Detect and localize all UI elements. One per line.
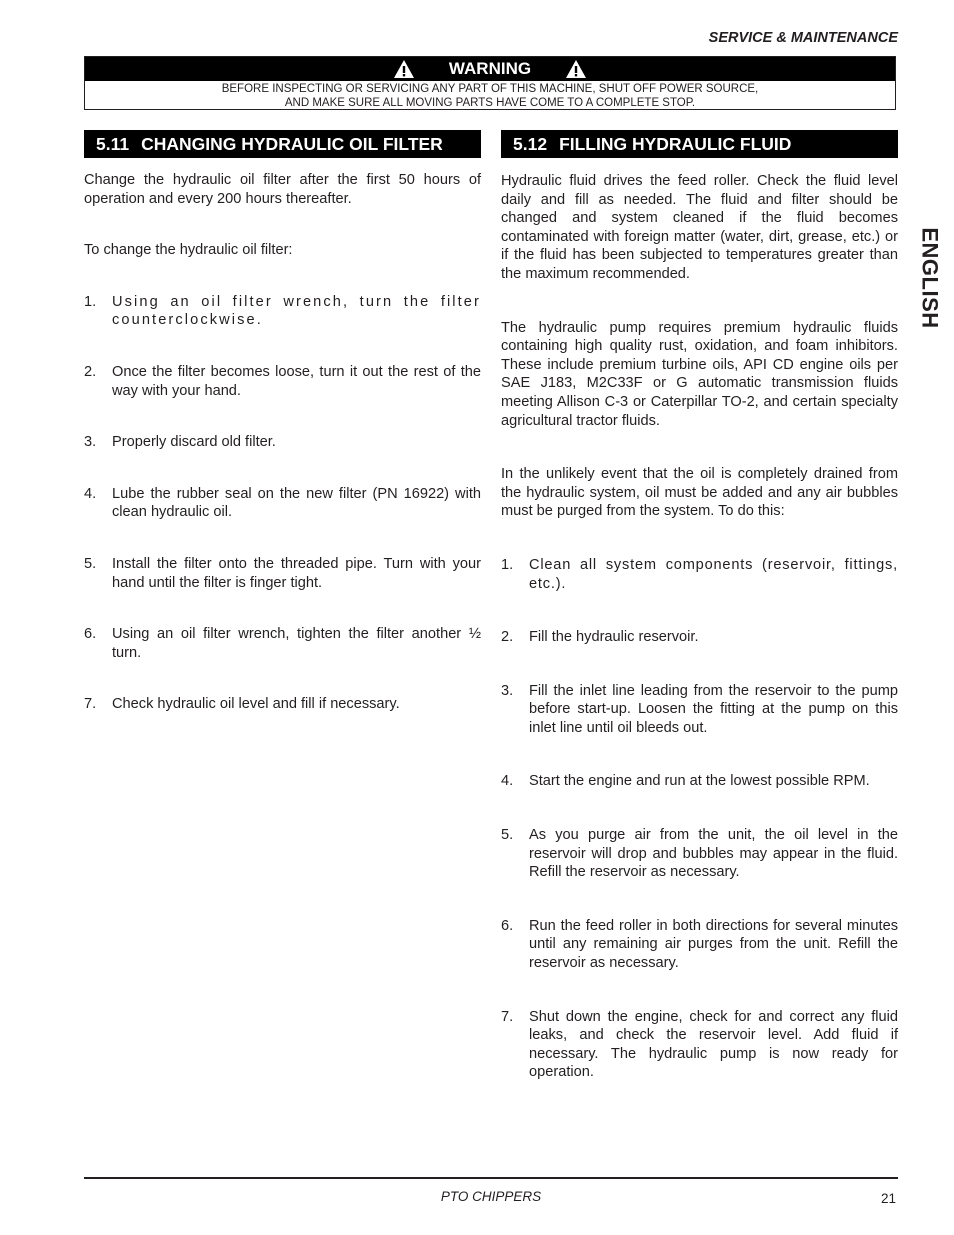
step-number: 6. (84, 626, 97, 643)
step-number: 3. (84, 434, 97, 451)
warning-text (85, 82, 895, 110)
step-number: 7. (84, 696, 97, 713)
footer-title: PTO CHIPPERS (440, 1189, 542, 1204)
section-heading-5-11 (84, 130, 481, 158)
step-text: Using an oil filter wrench, turn the filter counterclockwise. (112, 293, 481, 329)
step-number: 2. (84, 363, 97, 380)
paragraph-drain-purge: In the unlikely event that the oil is completely drained from the hydraulic system, oil must be added and any air bubbles must be purged from the system. To do this: (501, 466, 898, 520)
step-text: As you purge air from the unit, the oil level in the reservoir will drop and bubbles may appear in the fluid. Refill the reservoir as necessary. (529, 827, 898, 881)
step-number: 5. (84, 555, 97, 572)
warning-triangle-icon (393, 59, 415, 79)
step-text: Properly discard old filter. (112, 434, 276, 451)
paragraph-fluid-intro: Hydraulic fluid drives the feed roller. Check the fluid level daily and fill as needed. The fluid and filter should be changed and system cleaned if the fluid becomes contaminated with foreign matter (water, dirt, grease, etc.) or if the fluid has been subjected to temperatures greater than the maximum recommended. (501, 173, 898, 282)
warning-line-2: AND MAKE SURE ALL MOVING PARTS HAVE COME TO A COMPLETE STOP. (284, 97, 696, 109)
step-number: 7. (501, 1008, 514, 1025)
step-number: 5. (501, 827, 514, 844)
intro-paragraph: Change the hydraulic oil filter after the first 50 hours of operation and every 200 hours thereafter. (84, 172, 481, 207)
list-item (84, 363, 481, 400)
list-item (84, 485, 481, 522)
list-item (501, 772, 898, 791)
step-number: 6. (501, 917, 514, 934)
page-header-title: SERVICE & MAINTENANCE (708, 30, 898, 46)
section-title: FILLING HYDRAULIC FLUID (559, 133, 792, 154)
step-text: Install the filter onto the threaded pipe. Turn with your hand until the filter is finger tight. (112, 555, 481, 591)
step-text: Start the engine and run at the lowest possible RPM. (529, 773, 870, 790)
step-text: Fill the hydraulic reservoir. (529, 629, 699, 646)
step-number: 3. (501, 682, 514, 699)
step-text: Check hydraulic oil level and fill if necessary. (112, 696, 400, 713)
list-item (501, 628, 898, 647)
list-item (501, 1008, 898, 1082)
list-item (501, 917, 898, 973)
warning-box (84, 56, 896, 110)
list-item (501, 556, 898, 593)
list-item (84, 555, 481, 592)
section-heading-5-12 (501, 130, 898, 158)
section-5-11 (84, 130, 481, 714)
section-number: 5.12 (513, 133, 548, 154)
list-item (501, 682, 898, 738)
lead-paragraph: To change the hydraulic oil filter: (84, 242, 293, 259)
warning-bar (85, 57, 895, 81)
warning-triangle-icon (565, 59, 587, 79)
paragraph-pump-fluids: The hydraulic pump requires premium hydraulic fluids containing high quality rust, oxidation, and foam inhibitors. These include premium turbine oils, API CD engine oils per SAE J183, M2C33F or G automatic transmission fluids meeting Allison C-3 or Caterpillar TO-2, and certain specialty agricultural tractor fluids. (501, 319, 898, 429)
step-text: Once the filter becomes loose, turn it out the rest of the way with your hand. (112, 363, 481, 399)
step-text: Using an oil filter wrench, tighten the filter another ½ turn. (112, 626, 481, 661)
step-number: 1. (84, 293, 97, 310)
step-text: Run the feed roller in both directions for several minutes until any remaining air purges from the unit. Refill the reservoir as necessary. (529, 917, 898, 972)
footer-divider (84, 1177, 898, 1179)
step-text: Fill the inlet line leading from the reservoir to the pump before start-up. Loosen the fitting at the pump on this inlet line until oil bleeds out. (529, 682, 898, 736)
step-text: Shut down the engine, check for and correct any fluid leaks, and check the reservoir level. Add fluid if necessary. The hydraulic pump is now ready for operation. (529, 1008, 898, 1081)
list-item (84, 625, 481, 662)
step-number: 4. (84, 485, 97, 502)
warning-label: WARNING (448, 59, 532, 78)
page-number: 21 (880, 1191, 896, 1206)
section-number: 5.11 (96, 133, 130, 154)
section-5-12 (501, 130, 898, 1082)
warning-line-1: BEFORE INSPECTING OR SERVICING ANY PART OF THIS MACHINE, SHUT OFF POWER SOURCE, (221, 83, 759, 95)
list-item (84, 433, 481, 452)
list-item (84, 293, 481, 330)
step-text: Lube the rubber seal on the new filter (PN 16922) with clean hydraulic oil. (112, 485, 481, 521)
language-label: ENGLISH (918, 227, 944, 329)
step-number: 2. (501, 629, 514, 646)
section-title: CHANGING HYDRAULIC OIL FILTER (141, 133, 443, 154)
step-number: 1. (501, 556, 514, 573)
step-number: 4. (501, 773, 514, 790)
list-item (501, 826, 898, 882)
language-side-tab (918, 222, 942, 334)
list-item (84, 695, 481, 714)
step-text: Clean all system components (reservoir, fittings, etc.). (529, 556, 898, 592)
